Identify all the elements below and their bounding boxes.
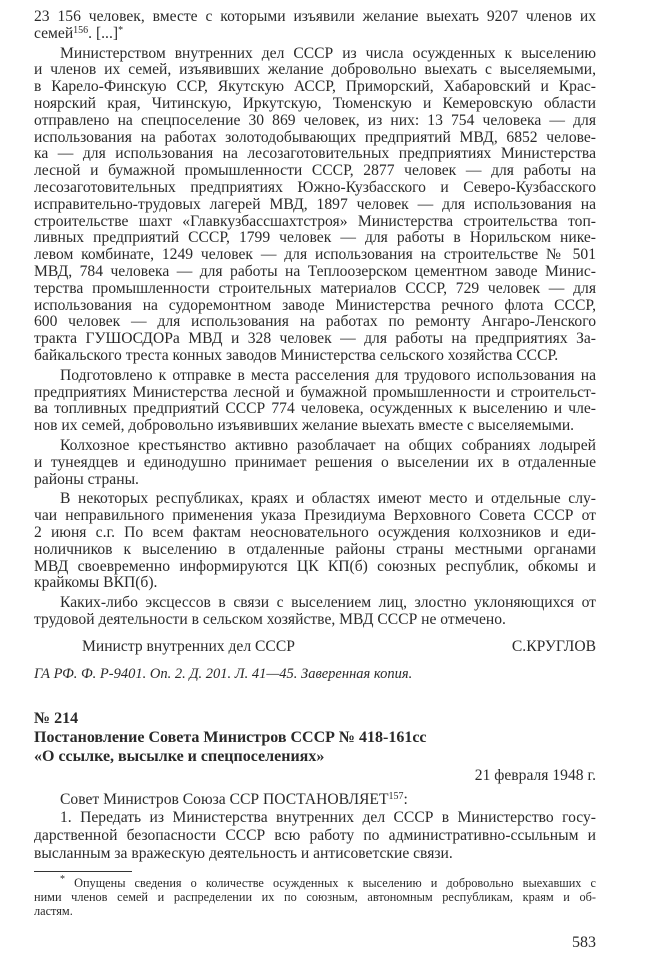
text-line: высланным за вражескую деятельность и антисоветские связи. xyxy=(34,845,453,862)
text-line: 1. Передать из Министерства внутренних дел СССР в Министерство госу- xyxy=(60,809,596,826)
document-heading xyxy=(34,709,596,766)
text: : xyxy=(403,791,408,808)
text-line: ливных предприятий СССР, 1799 человек — для работы в Норильском нике- xyxy=(34,229,596,247)
text: Опущены сведения о количестве осужденных к выселению и добровольно выехавших с xyxy=(74,876,596,890)
text-line xyxy=(34,876,596,890)
text-line: терства промышленности строительных материалов СССР, 729 человек — для xyxy=(34,279,596,297)
page-number: 583 xyxy=(572,934,596,951)
text-line: исправительно-трудовых лагерей МВД, 1897 человек — для использования на xyxy=(34,195,596,213)
text-line: и тунеядцев и единодушно принимает решения о выселении их в отдаленные xyxy=(34,453,596,471)
paragraph xyxy=(34,438,596,488)
signature-title: Министр внутренних дел СССР xyxy=(82,638,295,655)
text-line: в Карело-Финскую ССР, Якутскую АССР, Приморский, Хабаровский и Крас- xyxy=(34,78,596,96)
text-line: и членов их семей, изъявивших желание добровольно выехать с выселяемыми, xyxy=(34,61,596,79)
text-line: байкальского треста конных заводов Министерства сельского хозяйства СССР. xyxy=(34,346,559,364)
paragraph xyxy=(34,595,596,629)
text-line: МВД, 784 человека — для работы на Теплоозерском цементном заводе Минис- xyxy=(34,262,596,280)
document-subtitle: «О ссылке, высылке и спецпоселениях» xyxy=(34,748,325,765)
text-line: ва топливных предприятий СССР 774 человека, осужденных к выселению и чле- xyxy=(34,400,596,418)
text-line: трудовой деятельности в сельском хозяйстве, МВД СССР не отмечено. xyxy=(34,610,506,628)
text-line: предприятиях Министерства лесной и бумажной промышленности и строительст- xyxy=(34,383,596,401)
text-line: Подготовлено к отправке в места расселения для трудового использования на xyxy=(60,366,596,384)
text-line: крайкомы ВКП(б). xyxy=(34,574,158,592)
text-line: дарственной безопасности СССР всю работу по административно-ссыльным и xyxy=(34,827,596,844)
text-line: строительстве шахт «Главкузбассшахтстроя» Министерства строительства топ- xyxy=(34,212,596,230)
text-line xyxy=(34,791,596,809)
paragraph-intro xyxy=(34,9,596,43)
text-line: ноярский края, Читинскую, Иркутскую, Тюменскую и Кемеровскую области xyxy=(34,94,596,112)
text-line: районы страны. xyxy=(34,470,139,488)
signature-block xyxy=(82,638,596,656)
signature-name: С.КРУГЛОВ xyxy=(511,638,596,655)
text-line: ластям. xyxy=(34,904,73,918)
text-line: Министерством внутренних дел СССР из числа осужденных к выселению xyxy=(60,44,596,62)
decree-text xyxy=(34,791,596,863)
document-title: Постановление Совета Министров СССР № 418-161сс xyxy=(34,729,427,746)
footnote-mark[interactable]: * xyxy=(118,24,124,36)
footnote xyxy=(34,876,596,918)
text-line: В некоторых республиках, краях и областях имеют место и отдельные слу- xyxy=(60,490,596,508)
text-line: нов их семей, добровольно изъявивших желание выехать вместе с выселяемыми. xyxy=(34,417,575,435)
footnote-mark: * xyxy=(60,874,65,885)
footnote-ref[interactable]: 156 xyxy=(73,24,89,36)
footnote-ref[interactable]: 157 xyxy=(388,791,404,802)
text: . [...] xyxy=(88,24,119,42)
body-text xyxy=(34,9,596,632)
text-line: Каких-либо эксцессов в связи с выселением лиц, злостно уклоняющихся от xyxy=(60,594,596,612)
paragraph xyxy=(34,368,596,435)
text-line: Колхозное крестьянство активно разоблачает на общих собраниях лодырей xyxy=(60,436,596,454)
text-line: 600 человек — для использования на работах по ремонту Ангаро-Ленского xyxy=(34,313,596,331)
text-line: лесной и бумажной промышленности СССР, 2877 человек — для работы на xyxy=(34,162,596,180)
text-line: ноличников к выселению в отдаленные районы страны местными органами xyxy=(34,540,596,558)
text-line: 2 июня с.г. По всем фактам неосновательного осуждения колхозников и еди- xyxy=(34,523,596,541)
text-line: лесозаготовительных предприятиях Южно-Кузбасского и Северо-Кузбасского xyxy=(34,178,596,196)
footnote-divider xyxy=(34,871,132,872)
text-line: использования на судоремонтном заводе Министерства речного флота СССР, xyxy=(34,296,596,314)
text-line: использования на работах золотодобывающих предприятий МВД, 6852 челове- xyxy=(34,128,596,146)
text-line: отправлено на спецпоселение 30 869 человек, из них: 13 754 человека — для xyxy=(34,111,596,129)
document-number: № 214 xyxy=(34,710,79,727)
text: Совет Министров Союза ССР ПОСТАНОВЛЯЕТ xyxy=(60,791,389,808)
text-line: чаи неправильного применения указа Президиума Верховного Совета СССР от xyxy=(34,507,596,525)
text-line: ка — для использования на лесозаготовительных предприятиях Министерства xyxy=(34,145,596,163)
text-line: левом комбинате, 1249 человек — для использования на строительстве № 501 xyxy=(34,246,596,264)
text-line: 23 156 человек, вместе с которыми изъявили желание выехать 9207 членов их xyxy=(34,8,596,25)
archive-source: ГА РФ. Ф. Р-9401. Оп. 2. Д. 201. Л. 41—45. Заверенная копия. xyxy=(34,666,413,682)
document-date: 21 февраля 1948 г. xyxy=(474,767,596,784)
text-line xyxy=(34,26,596,43)
paragraph xyxy=(34,46,596,365)
paragraph xyxy=(34,491,596,592)
text-line: тракта ГУШОСДОРа МВД и 328 человек — для работы на предприятиях За- xyxy=(34,330,596,348)
text-line: МВД своевременно информируются ЦК КП(б) союзных республик, обкомы и xyxy=(34,557,596,575)
text-line: ними членов семей и распределении их по союзным, автономным республикам, краям и об- xyxy=(34,890,596,904)
text: семей xyxy=(34,24,74,42)
